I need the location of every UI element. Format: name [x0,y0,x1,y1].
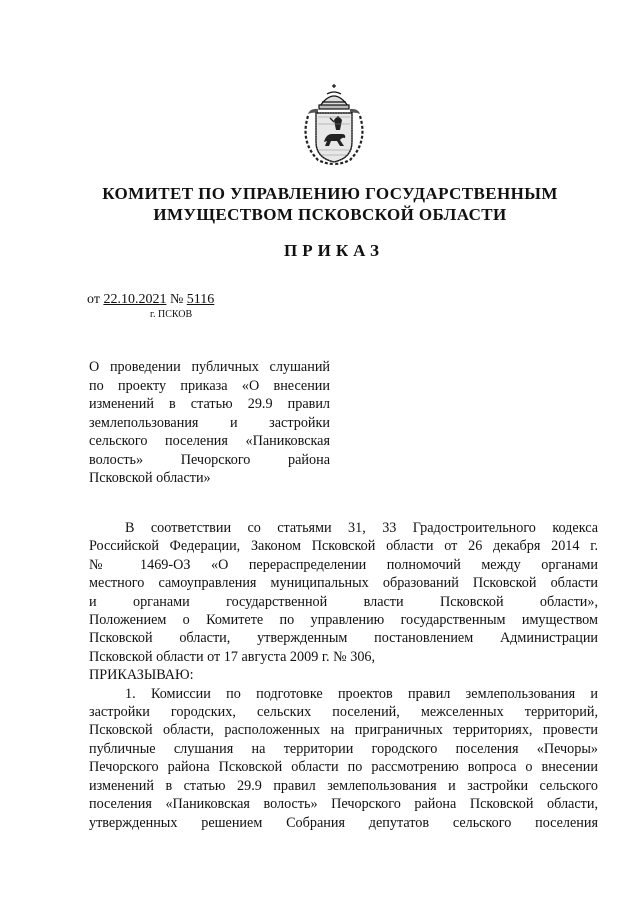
item-1-line: 1. Комиссии по подготовке проектов правил землепользования и [125,685,598,702]
subject-line: О проведении публичных слушаний [89,359,330,375]
item-1-line: утвержденных решением Собрания депутатов сельского поселения [89,814,598,831]
item-1-line: поселения «Паниковская волость» Печорского района Псковской области, [89,796,598,813]
preamble-line: и органами государственной власти Псковской области», [89,593,598,610]
organization-title [80,183,580,225]
order-number: 5116 [186,292,215,307]
order-from-label: от [87,292,100,307]
order-body [89,519,598,832]
document-type: ПРИКАЗ [284,241,384,260]
organization-title-line-1: КОМИТЕТ ПО УПРАВЛЕНИЮ ГОСУДАРСТВЕННЫМ [102,184,558,203]
order-city: г. ПСКОВ [150,309,193,320]
preamble-line: Псковской области, утвержденным постановлением Администрации [89,630,598,647]
order-date-number [87,292,214,308]
item-1-line: публичные слушания на территории городского поселения «Печоры» [89,740,598,757]
preamble-line: местного самоуправления муниципальных образований Псковской области [89,575,598,592]
preamble-line: № 1469-ОЗ «О перераспределении полномочий между органами [89,556,598,573]
preamble-line: В соответствии со статьями 31, 33 Градостроительного кодекса [125,520,598,536]
subject-line: по проекту приказа «О внесении [89,377,330,394]
item-1-line: Псковской области, расположенных на приграничных территориях, провести [89,722,598,739]
order-number-label: № [169,292,184,307]
item-1-line: застройки городских, сельских поселений, межселенных территорий, [89,704,598,721]
preamble-line: Положением о Комитете по управлению государственным имуществом [89,612,598,629]
order-word: ПРИКАЗЫВАЮ: [89,667,194,684]
item-1-line: Печорского района Псковской области по рассмотрению вопроса о внесении [89,759,598,776]
item-1-line: изменений в статью 29.9 правил землепользования и застройки сельского [89,777,598,794]
subject-line: изменений в статью 29.9 правил [89,396,330,412]
subject-line: сельского поселения «Паниковская [89,433,330,449]
organization-title-line-2: ИМУЩЕСТВОМ ПСКОВСКОЙ ОБЛАСТИ [153,205,507,224]
subject-line: землепользования и застройки [89,414,330,431]
subject-line: волость» Печорского района [89,451,330,468]
order-subject [89,358,330,488]
preamble-line: Российской Федерации, Законом Псковской области от 26 декабря 2014 г. [89,538,598,555]
order-date: 22.10.2021 [103,292,167,307]
preamble-line: Псковской области от 17 августа 2009 г. № 306, [89,648,376,665]
coat-of-arms-icon [298,84,370,166]
subject-line: Псковской области» [89,470,211,486]
